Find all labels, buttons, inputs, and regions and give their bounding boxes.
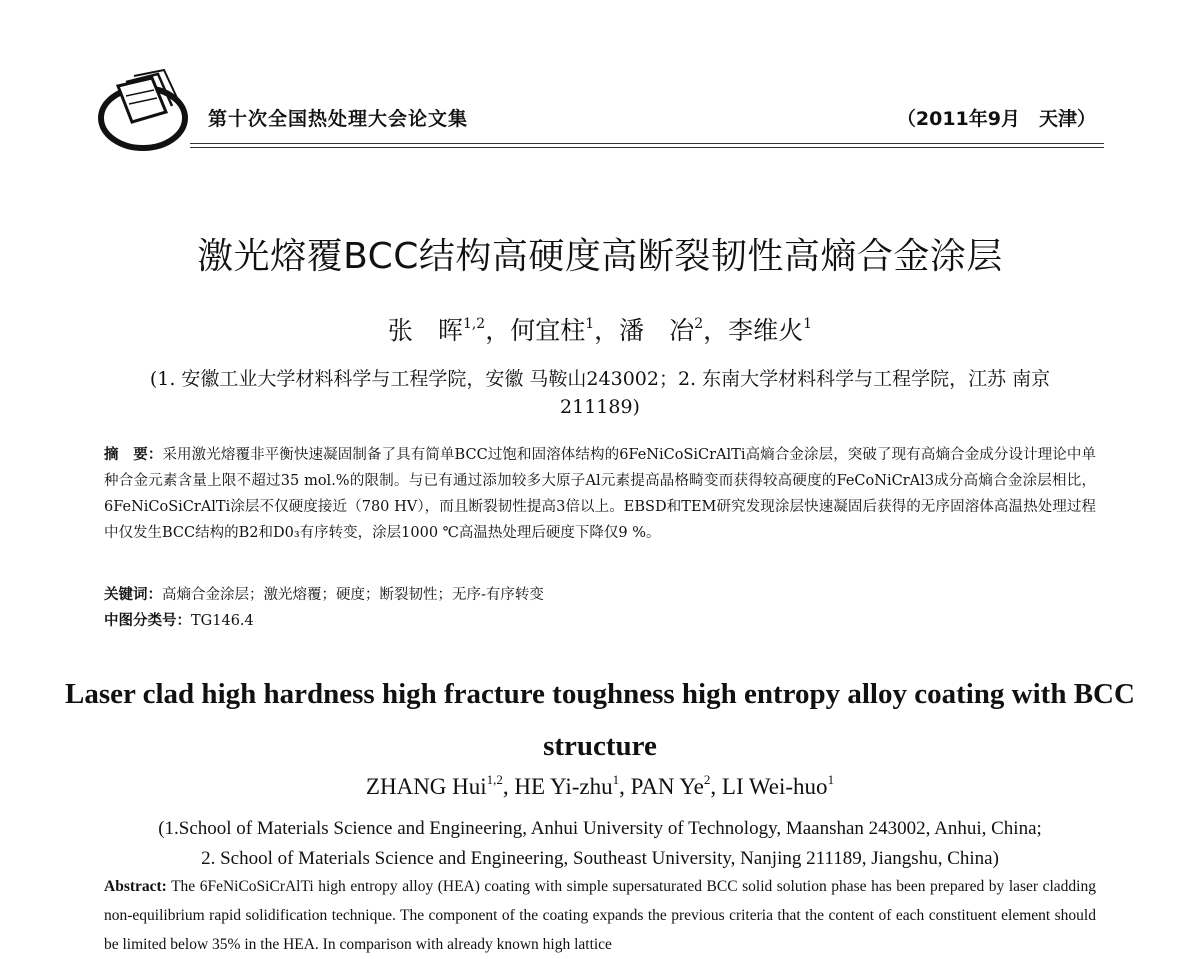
authors-en [0, 772, 1200, 800]
classification-cn [104, 608, 1096, 634]
author-cn: 张 晖$^{1,2}$， [387, 316, 511, 345]
keywords-cn [104, 582, 1096, 608]
abstract-cn-label: 摘 要： [104, 447, 163, 463]
author-cn: 李维火$^1$ [728, 316, 813, 345]
classification-cn-label: 中图分类号： [104, 613, 191, 629]
authors-cn [0, 311, 1200, 347]
abstract-en [104, 872, 1096, 959]
affiliation-en-line: (1.School of Materials Science and Engineering, Anhui University of Technology, Maanshan 243002, Anhui, China; [158, 818, 1042, 839]
paper-title-cn: 激光熔覆BCC结构高硬度高断裂韧性高熵合金涂层 [197, 236, 1003, 277]
abstract-cn-text: 采用激光熔覆非平衡快速凝固制备了具有简单BCC过饱和固溶体结构的6FeNiCoSiCrAlTi高熵合金涂层，突破了现有高熵合金成分设计理论中单种合金元素含量上限不超过35 mol.%的限制。与已有通过添加较多大原子Al元素提高晶格畸变而获得较高硬度的FeCoNiCrAl3成分高熵合金涂层相比，6FeNiCoSiCrAlTi涂层不仅硬度接近（780 HV），而且断裂韧性提高3倍以上。EBSD和TEM研究发现涂层快速凝固后获得的无序固溶体高温热处理过程中仅发生BCC结构的B2和D0₃有序转变，涂层1000 ℃高温热处理后硬度下降仅9 %。 [104, 447, 1097, 541]
abstract-cn [104, 442, 1096, 546]
affiliation-en-line: 2. School of Materials Science and Engineering, Southeast University, Nanjing 211189, Jiangshu, China) [201, 848, 999, 869]
paper-title-en: Laser clad high hardness high fracture toughness high entropy alloy coating with BCC structure [65, 678, 1135, 762]
abstract-en-text: The 6FeNiCoSiCrAlTi high entropy alloy (HEA) coating with simple supersaturated BCC solid solution phase has been prepared by laser cladding non-equilibrium rapid solidification technique. The component of the coating expands the previous criteria that the content of each constituent element should be limited below 35% in the HEA. In comparison with already known high lattice [104, 878, 1096, 953]
keywords-cn-label: 关键词： [104, 587, 162, 603]
author-en: ZHANG Hui$^{1,2}$, [365, 772, 515, 799]
affiliation-en [80, 814, 1120, 874]
author-en: LI Wei-huo$^1$ [721, 772, 835, 799]
proceedings-title: 第十次全国热处理大会论文集 [208, 108, 469, 130]
classification-cn-text: TG146.4 [191, 613, 254, 629]
keywords-cn-text: 高熵合金涂层；激光熔覆；硬度；断裂韧性；无序-有序转变 [162, 587, 544, 603]
proceedings-logo-icon [96, 68, 194, 154]
header-rule-second [190, 147, 1104, 148]
author-en: HE Yi-zhu$^1$, [514, 772, 631, 799]
author-cn: 何宜柱$^1$， [510, 316, 620, 345]
abstract-en-label: Abstract: [104, 878, 167, 895]
author-en: PAN Ye$^2$, [630, 772, 722, 799]
affiliation-cn: (1. 安徽工业大学材料科学与工程学院，安徽 马鞍山243002；2. 东南大学材料科学与工程学院，江苏 南京 211189) [149, 368, 1051, 418]
conference-date-place: （2011年9月 天津） [896, 108, 1096, 130]
header-rule [190, 143, 1104, 144]
author-cn: 潘 冶$^2$， [619, 316, 729, 345]
